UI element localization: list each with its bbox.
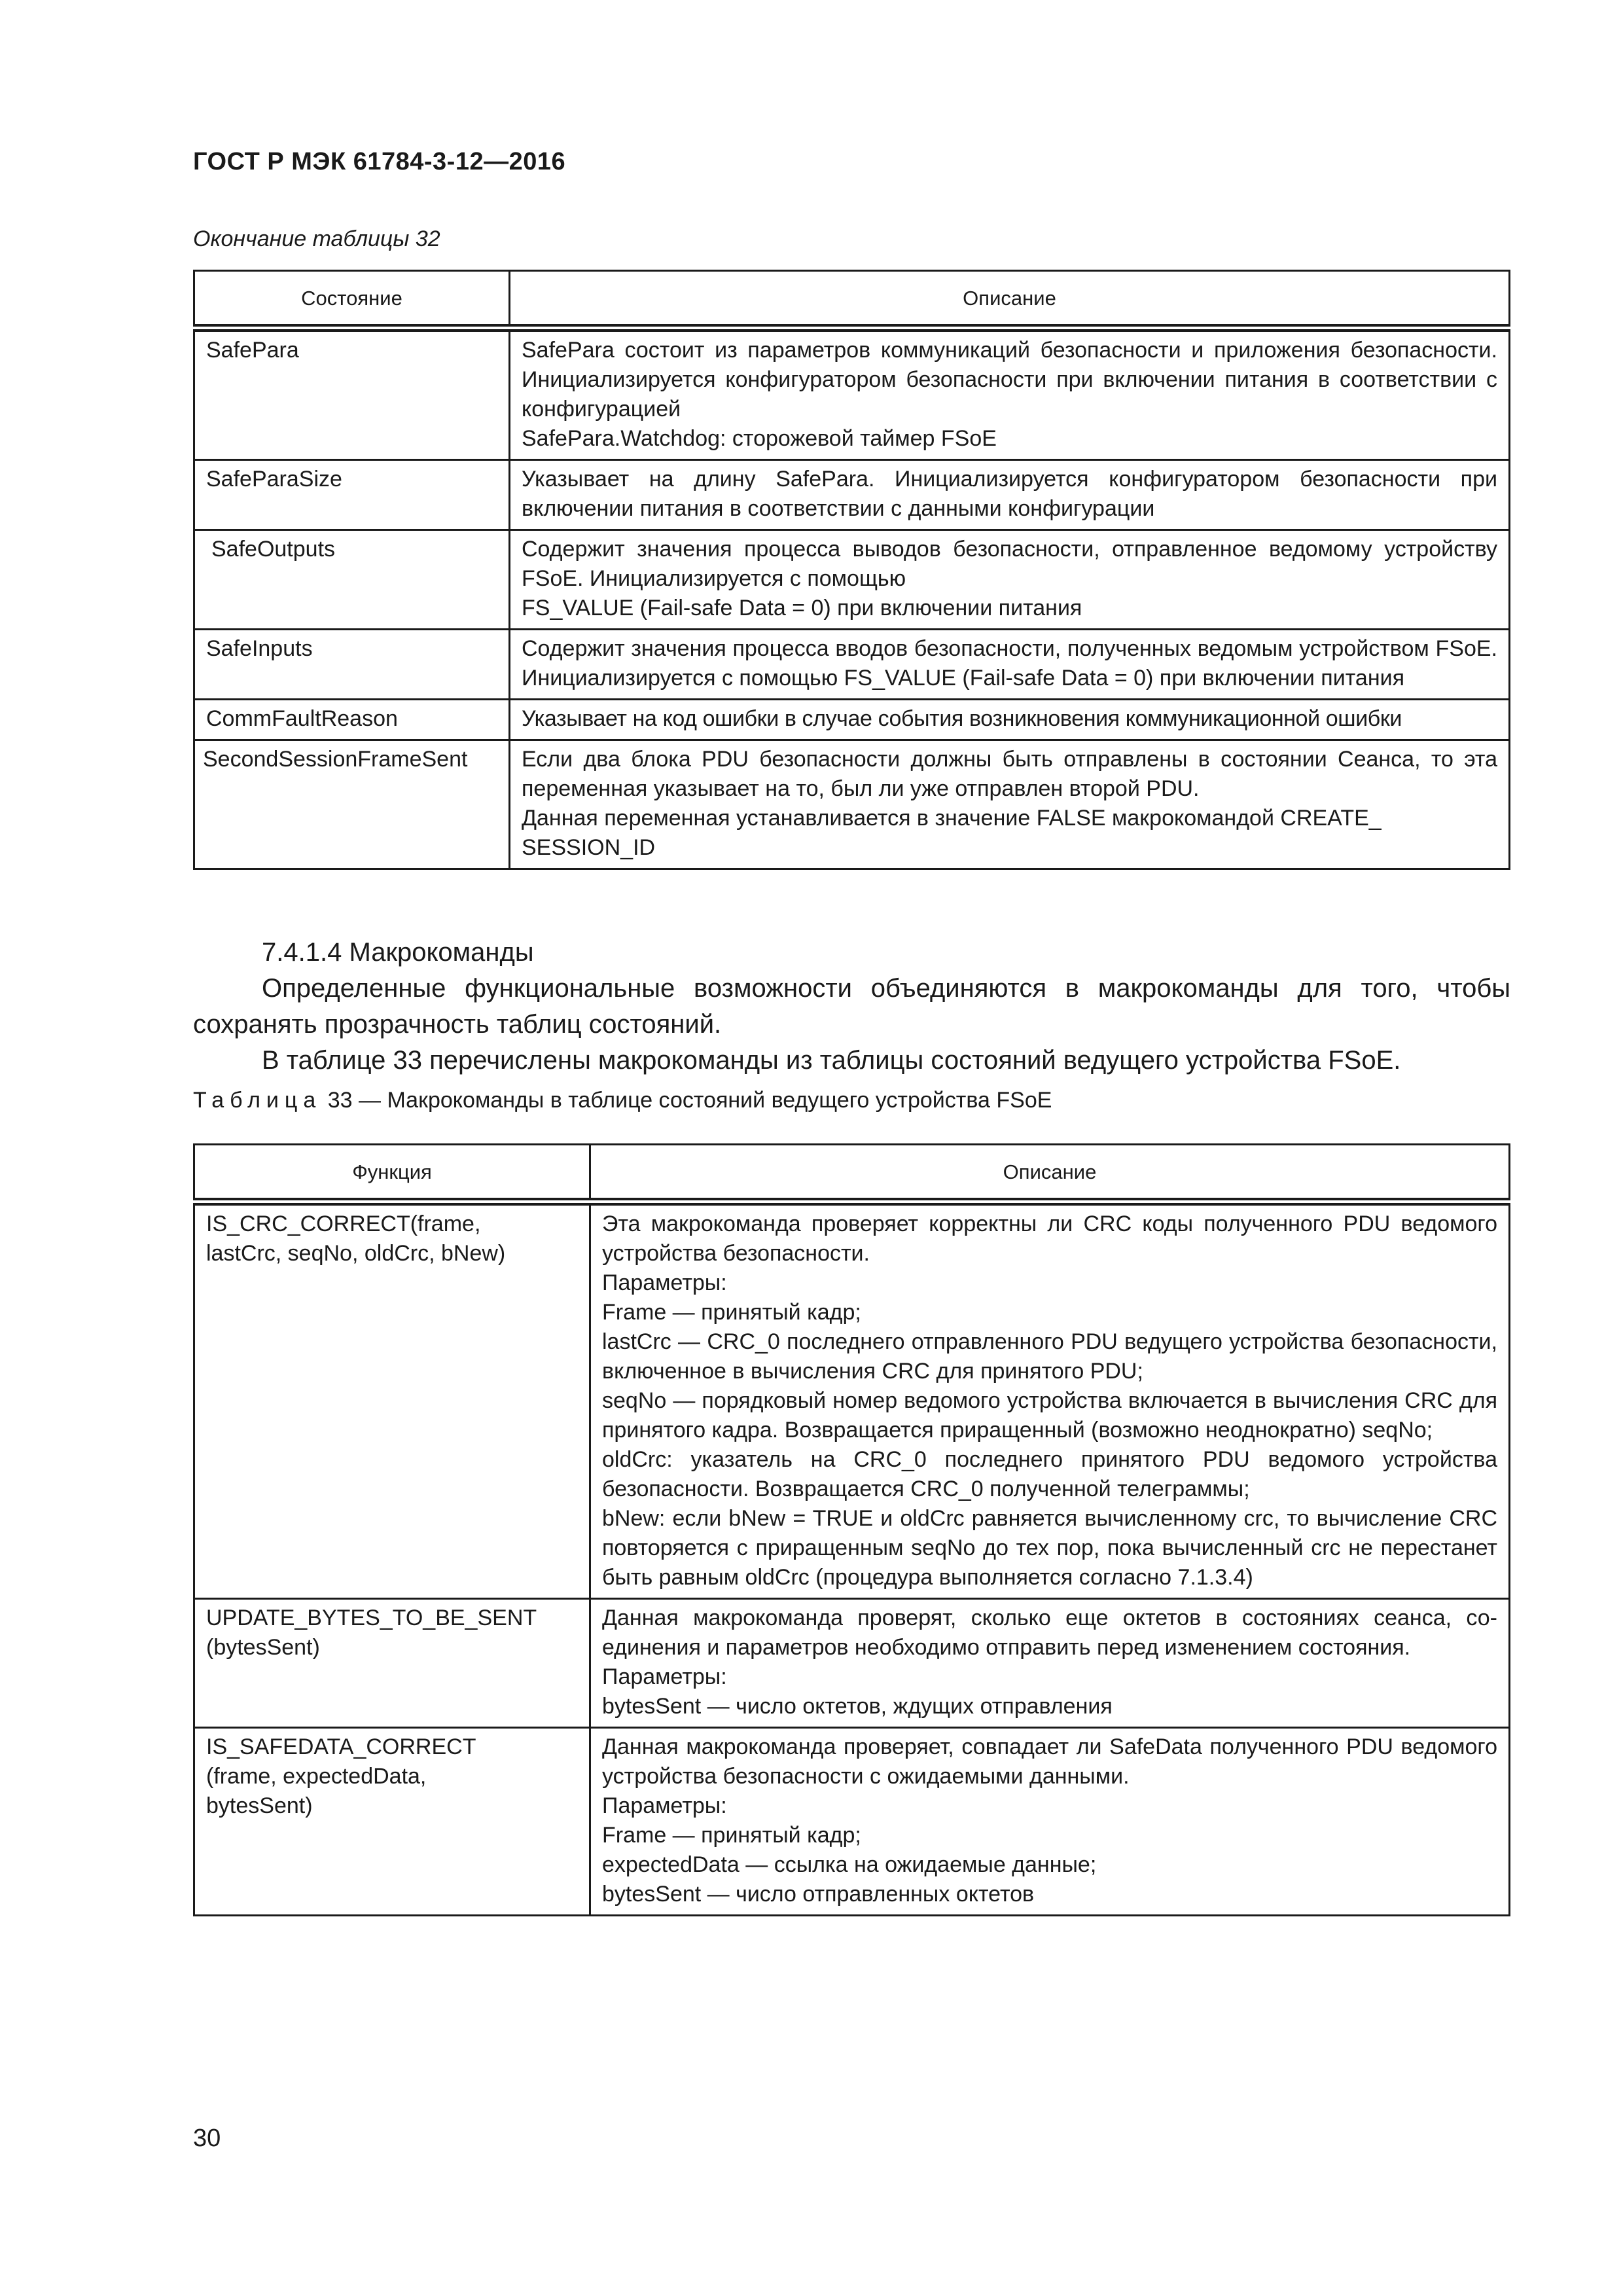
column-header-state: Состояние	[194, 271, 510, 329]
description-cell	[590, 1202, 1510, 1599]
table-32	[193, 270, 1510, 870]
description-line: Указывает на длину SafePara. Инициализируется конфигуратором безопасности при включении питания в соответствии с данными конфигурации	[522, 467, 1497, 521]
table-title: 33 — Макрокоманды в таблице состояний ведущего устройства FSoE	[321, 1088, 1052, 1113]
description-line: Frame — принятый кадр;	[602, 1300, 861, 1325]
function-line: (frame, expectedData,	[206, 1764, 427, 1789]
column-header-function: Функция	[194, 1145, 590, 1202]
table-row	[194, 460, 1510, 530]
description-line: Параметры:	[602, 1664, 727, 1689]
description-line: lastCrc — CRC_0 последнего отправленного PDU ведущего устройства безопасности, включенное в вычисления CRC для принятого PDU;	[602, 1329, 1497, 1384]
table-row	[194, 328, 1510, 460]
function-line: bytesSent)	[206, 1793, 313, 1818]
description-line: Данная макрокоманда проверят, сколько еще октетов в состояниях сеанса, соединения и параметров необходимо отправить перед изменением состояния.	[602, 1605, 1497, 1660]
function-cell	[194, 1728, 590, 1916]
description-line: SafePara.Watchdog: сторожевой таймер FSoE	[522, 426, 997, 451]
description-cell	[590, 1728, 1510, 1916]
description-line: expectedData — ссылка на ожидаемые данные;	[602, 1852, 1097, 1877]
description-cell	[510, 460, 1510, 530]
state-cell: SafePara	[194, 328, 510, 460]
function-line: UPDATE_BYTES_TO_BE_SENT	[206, 1605, 537, 1630]
description-line: Параметры:	[602, 1270, 727, 1295]
function-line: (bytesSent)	[206, 1635, 320, 1660]
section-paragraph: Определенные функциональные возможности объединяются в макрокоманды для того, чтобы сохранять прозрачность таблиц состояний.	[193, 974, 1510, 1039]
table-continuation-caption: Окончание таблицы 32	[193, 226, 440, 251]
table-row	[194, 1202, 1510, 1599]
description-line: Параметры:	[602, 1793, 727, 1818]
section-heading: 7.4.1.4 Макрокоманды	[262, 938, 534, 967]
description-line: Содержит значения процесса выводов безопасности, отправленное ведомому устройству FSoE. Инициализируется с помощью	[522, 537, 1497, 591]
description-cell	[510, 530, 1510, 630]
state-cell: CommFaultReason	[194, 700, 510, 740]
section-paragraph: В таблице 33 перечислены макрокоманды из таблицы состояний ведущего устройства FSoE.	[262, 1046, 1401, 1075]
function-cell	[194, 1202, 590, 1599]
state-cell: SafeParaSize	[194, 460, 510, 530]
description-line: Эта макрокоманда проверяет корректны ли CRC коды полученного PDU ведомого устройства безопасности.	[602, 1211, 1497, 1266]
description-line: bytesSent — число отправленных октетов	[602, 1882, 1035, 1907]
table-label: Таблица	[193, 1088, 322, 1113]
description-line: FS_VALUE (Fail-safe Data = 0) при включении питания	[522, 596, 1082, 620]
description-cell	[510, 700, 1510, 740]
function-line: lastCrc, seqNo, oldCrc, bNew)	[206, 1241, 506, 1266]
description-cell	[510, 740, 1510, 869]
document-header: ГОСТ Р МЭК 61784-3-12—2016	[193, 148, 566, 175]
column-header-description: Описание	[510, 271, 1510, 329]
description-line: Указывает на код ошибки в случае события возникновения коммуникационной ошибки	[522, 706, 1402, 731]
table-row	[194, 700, 1510, 740]
description-line: Если два блока PDU безопасности должны быть отправлены в состоянии Сеанса, то эта переменная указывает на то, был ли уже отправлен второй PDU.	[522, 747, 1497, 801]
description-line: bytesSent — число октетов, ждущих отправления	[602, 1694, 1113, 1719]
state-cell: SecondSessionFrameSent	[194, 740, 510, 869]
table-33-caption	[193, 1088, 1052, 1113]
function-line: IS_CRC_CORRECT(frame,	[206, 1211, 481, 1236]
description-line: oldCrc: указатель на CRC_0 последнего принятого PDU ведомого устройства безопасности. Возвращается CRC_0 полученной телеграммы;	[602, 1447, 1497, 1501]
function-cell	[194, 1599, 590, 1728]
page-number: 30	[193, 2125, 221, 2152]
table-row	[194, 630, 1510, 700]
table-row	[194, 1599, 1510, 1728]
description-cell	[590, 1599, 1510, 1728]
section-7-4-1-4	[193, 935, 1510, 1079]
description-line: Данная макрокоманда проверяет, совпадает ли SafeData полученного PDU ведомого устройства безопасности с ожидаемыми данными.	[602, 1734, 1497, 1789]
state-cell: SafeInputs	[194, 630, 510, 700]
description-line: Данная переменная устанавливается в значение FALSE макрокомандой CREATE_ SESSION_ID	[522, 806, 1382, 860]
description-line: seqNo — порядковый номер ведомого устройства включается в вычисления CRC для принятого кадра. Возвращается приращенный (возможно неоднократно) seqNo;	[602, 1388, 1497, 1443]
description-line: Frame — принятый кадр;	[602, 1823, 861, 1848]
description-line: Содержит значения процесса вводов безопасности, полученных ведомым устройством FSoE. Инициализируется с помощью FS_VALUE (Fail-safe Data = 0) при включении питания	[522, 636, 1497, 691]
table-33	[193, 1143, 1510, 1916]
description-cell	[510, 630, 1510, 700]
table-row	[194, 530, 1510, 630]
table-row	[194, 1728, 1510, 1916]
description-cell	[510, 328, 1510, 460]
description-line: SafePara состоит из параметров коммуникаций безопасности и приложения безопасности. Инициализируется конфигуратором безопасности при включении питания в соответствии с конфигурацией	[522, 338, 1497, 422]
column-header-description: Описание	[590, 1145, 1510, 1202]
table-row	[194, 740, 1510, 869]
description-line: bNew: если bNew = TRUE и oldCrc равняется вычисленному crc, то вычисление CRC повторяется с приращенным seqNo до тех пор, пока вычисленный crc не перестанет быть равным oldCrc (процедура выполняется согласно 7.1.3.4)	[602, 1506, 1497, 1590]
state-cell: SafeOutputs	[194, 530, 510, 630]
function-line: IS_SAFEDATA_CORRECT	[206, 1734, 476, 1759]
